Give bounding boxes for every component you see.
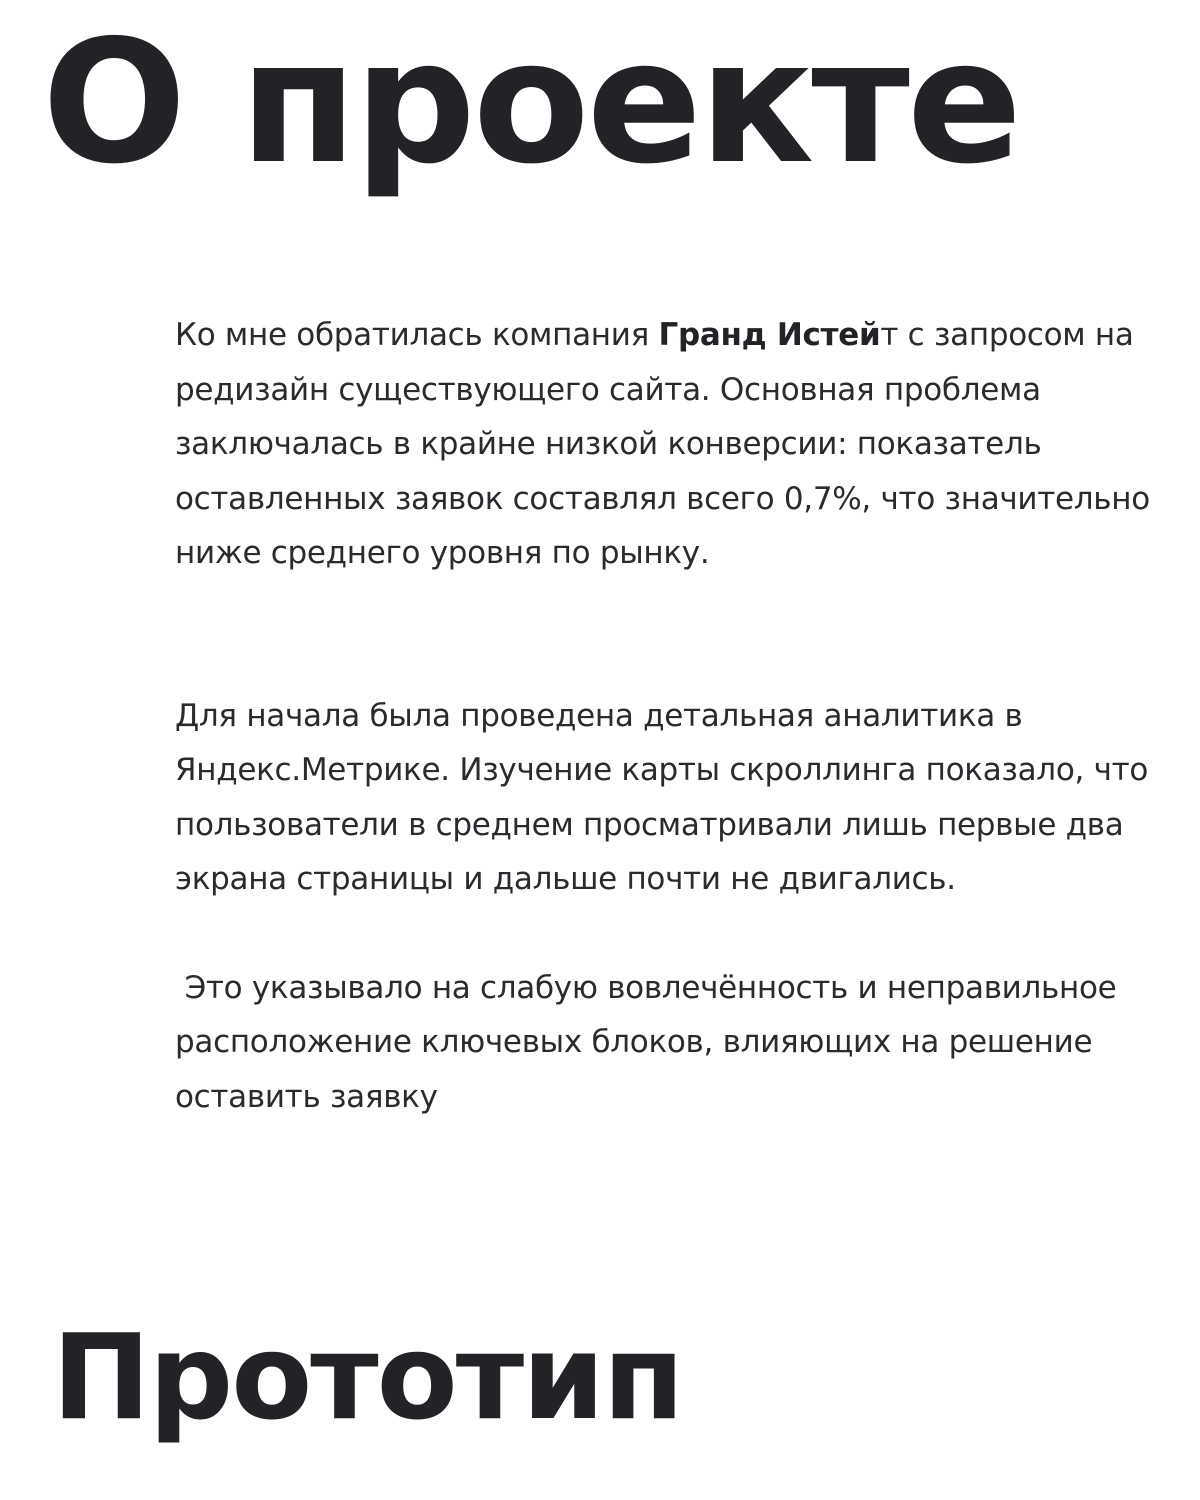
company-name: Гранд Истей: [658, 317, 881, 353]
paragraph-conclusion: Это указывало на слабую вовлечённость и неправильное расположение ключевых блоков, влияющих на решение оставить заявку: [175, 969, 1126, 1115]
paragraph-request-intro: Ко мне обратилась компания: [175, 317, 659, 353]
paragraph-request-body: т с запросом на редизайн существующего сайта. Основная проблема заключалась в крайне низкой конверсии: показатель оставленных заявок составлял всего 0,7%, что значительно ниже среднего уровня по рынку.: [175, 317, 1150, 571]
about-section: [175, 308, 1155, 1124]
paragraph-analytics: Для начала была проведена детальная аналитика в Яндекс.Метрике. Изучение карты скроллинга показало, что пользователи в среднем просматривали лишь первые два экрана страницы и дальше почти не двигались.: [175, 697, 1149, 897]
paragraph-request: [175, 308, 1155, 581]
section-title-prototype: Прототип: [52, 1308, 683, 1446]
page-title: О проекте: [42, 4, 1020, 202]
